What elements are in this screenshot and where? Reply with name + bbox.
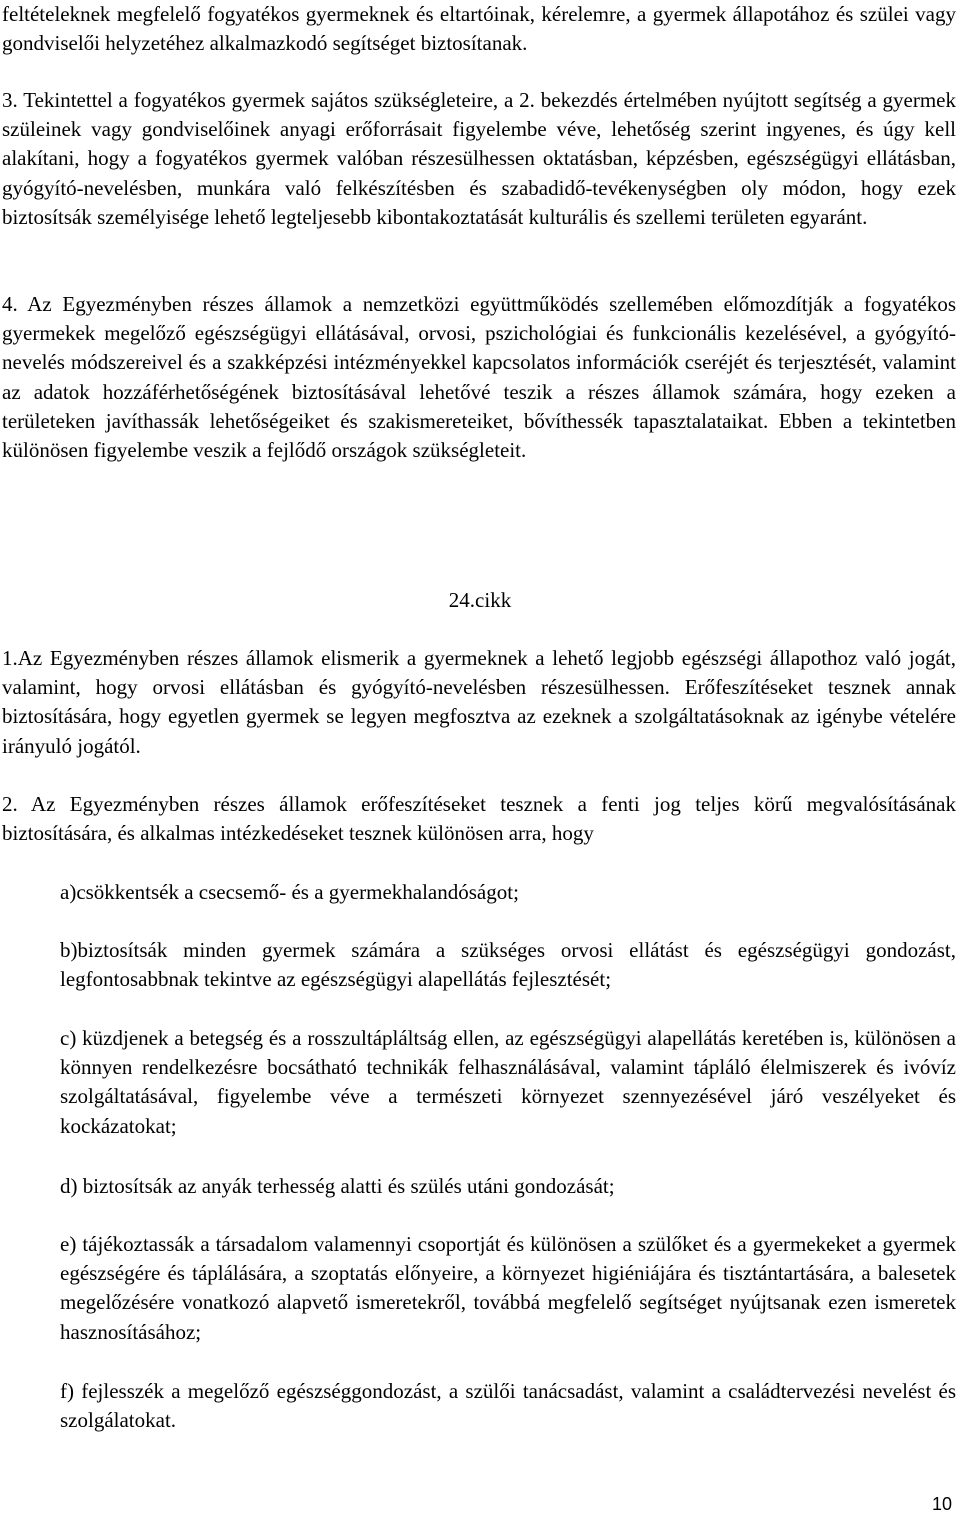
list-item-f: f) fejlesszék a megelőző egészséggondozást, a szülői tanácsadást, valamint a családtervezési nevelést és szolgálatokat. [60, 1379, 956, 1433]
paragraph-intro: feltételeknek megfelelő fogyatékos gyermeknek és eltartóinak, kérelemre, a gyermek állapotához és szülei vagy gondviselői helyzetéhez alkalmazkodó segítséget biztosítanak. [2, 2, 956, 56]
page-number: 10 [931, 1494, 952, 1514]
article-24-paragraph-2: 2. Az Egyezményben részes államok erőfeszítéseket tesznek a fenti jog teljes körű megvalósításának biztosítására, és alkalmas intézkedéseket tesznek különösen arra, hogy [2, 792, 956, 846]
list-item-b: b)biztosítsák minden gyermek számára a szükséges orvosi ellátást és egészségügyi gondozást, legfontosabbnak tekintve az egészségügyi alapellátás fejlesztését; [60, 938, 956, 992]
article-24-paragraph-1: 1.Az Egyezményben részes államok elismerik a gyermeknek a lehető legjobb egészségi állapothoz való jogát, valamint, hogy orvosi ellátásban és gyógyító-nevelésben részesülhessen. Erőfeszítéseket tesznek annak biztosítására, hogy egyetlen gyermek se legyen megfosztva az ezeknek a szolgáltatásoknak az igénybe vételére irányuló jogától. [2, 646, 956, 758]
list-item-c: c) küzdjenek a betegség és a rosszultápláltság ellen, az egészségügyi alapellátás keretében is, különösen a könnyen rendelkezésre bocsátható technikák felhasználásával, valamint tápláló élelmiszerek és ivóvíz szolgáltatásával, figyelembe véve a természeti környezet szennyezésével járó veszélyeket és kockázatokat; [60, 1026, 956, 1138]
article-heading: 24.cikk [448, 588, 512, 612]
paragraph-3: 3. Tekintettel a fogyatékos gyermek sajátos szükségleteire, a 2. bekezdés értelmében nyújtott segítség a gyermek szüleinek vagy gondviselőinek anyagi erőforrásait figyelembe véve, lehetőség szerint ingyenes, és úgy kell alakítani, hogy a fogyatékos gyermek valóban részesülhessen oktatásban, képzésben, egészségügyi ellátásban, gyógyító-nevelésben, munkára való felkészítésben és szabadidő-tevékenységben oly módon, hogy ezek biztosítsák személyisége lehető legteljesebb kibontakoztatását kulturális és szellemi területen egyaránt. [2, 88, 956, 229]
list-item-d: d) biztosítsák az anyák terhesség alatti és szülés utáni gondozását; [60, 1174, 615, 1198]
list-item-a: a)csökkentsék a csecsemő- és a gyermekhalandóságot; [60, 880, 519, 904]
paragraph-4: 4. Az Egyezményben részes államok a nemzetközi együttműködés szellemében előmozdítják a fogyatékos gyermekek megelőző egészségügyi ellátásával, orvosi, pszichológiai és funkcionális kezelésével, a gyógyító-nevelés módszereivel és a szakképzési intézményekkel kapcsolatos információk cseréjét és terjesztését, valamint az adatok hozzáférhetőségének biztosításával lehetővé teszik a részes államok számára, hogy ezeken a területeken javíthassák lehetőségeiket és szakismereteiket, bővíthessék tapasztalataikat. Ebben a tekintetben különösen figyelembe veszik a fejlődő országok szükségleteit. [2, 292, 956, 463]
list-item-e: e) tájékoztassák a társadalom valamennyi csoportját és különösen a szülőket és a gyermekeket a gyermek egészségére és táplálására, a szoptatás előnyeire, a környezet higiéniájára és tisztántartására, a balesetek megelőzésére vonatkozó alapvető ismeretekről, továbbá megfelelő segítséget nyújtsanak ezen ismeretek hasznosításához; [60, 1232, 956, 1344]
